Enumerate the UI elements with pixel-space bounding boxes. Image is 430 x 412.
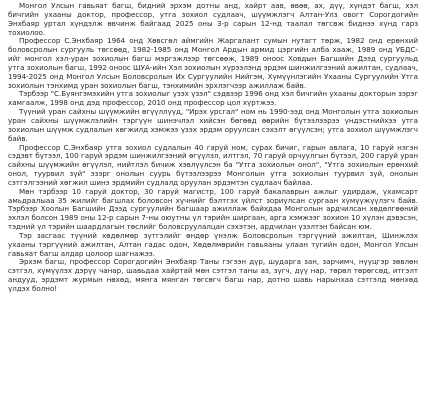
paragraph-opening: Монгол Улсын гавьяат багш, бидний эрхэм дотны анд, хайрт аав, өвөө, ах, дүү, хүндэт багш, хэл бичгийн ухааны доктор, профессор, утга зохиол судлаач, шүүмжлэгч Алтан-Улз овогт Сорогдогийн Энхбаяр уртал хүндэлж өвчинж байгаад 2025 оны 3-р сарын 12-нд таалал төгсөж биднээ хүнд гарз тохиолоо. [8, 1, 418, 37]
paragraph-farewell: Эрхэм багш, профессор Сорогдогийн Энхбаяр Таны гэгээн дүр, шударга зан, зарчимч, нүүцгэр зөвлөн сэтгэл, хүмүүлэх дэрүү чанар, шавьдаа хайртай мөн сэтгэл таны аз, зүгч, дүү нар, төрөл төрөгсөд, итгэлт андууд, эрдэмт журмын нөхөд, мянга мянган төгсөгч багш нар, дотно шавь нарынхаа сэтгэлд мөнхөд үлдэх болно! [8, 257, 418, 293]
paragraph-teaching: Мөн тэрбээр 10 гаруй доктор, 30 гаруй магистр, 100 гаруй бакалаврын ажлыг удирдаж, үхамсарт амьдралыаа 35 жилийг багшлах боловсон хүчнийг бэлтгэх үйлст зориулсан сургаан хүмүүжүүлэгч байв. Тэрбээр Хоолын Багшийн Дээд сургуулийн багшаар ажиллаж байхдаа Монголын ардчилсан хөдөлгөөний эхлэл болсон 1989 оны 12-р сарын 7-ны оюутны үл тэрийн ширгаан, арга хэмжээг зохион 10 хүлэн дэвэсэн, тэдний үл тэрийн шаардлагын төслийг боловсруулалцан сэхэтэн, ардчилан үзэлтэн байсан юм. [8, 186, 418, 232]
paragraph-publications: Профессор С.Энхбаяр утга зохиол судлалын 40 гаруй ном, сурах бичиг, гарын авлага, 10 гаруй нэгэн сэдэвт бүтээл, 100 гаруй эрдэм шинжилгээний өгүүлэл, илтгэл, 70 гаруй орчуулгын бүтээл, 200 гаруй уран сайхны шүүмжийн өгүүлэл, нийтлэл бичиж хэвлүүлсэн ба "Утга зохиолын онол", "Утга зохиолын ерөнхий онол, туурвил зүй" эзэрг онолын суурь бүтээлээрээ Монголын утга зохиолын туурвил зүй, онолын сэтгэлгээний хөгжил шинэ эрдмийн судлалд оруулан эрдэмтэн судлаач байлаа. [8, 142, 418, 187]
paragraph-biography: Профессор С.Энхбаяр 1964 онд Хөвсгөл аймгийн Жаргалант сумын нутагт төрж, 1982 онд ерөнхий боловсролын сургууль төгсөөд, 1982-1985 онд Монгол Ардын армид цэргийн алба хааж, 1989 онд УБДС-ийг монгол хэл-уран зохиолын багш мэргэжлээр төгсөөж, 1989 оноос Ховдын Багшийн Дээд сургуульд утга зохиолын багш, 1992 оноос ШУА-ийн Хэл зохиолын хүрээлэнд эрдэм шинжилгээний ажилтан, судлаач, 1994-2025 онд Монгол Улсын Боловсролын Их Сургуулийн Нийгэм, Хүмүүнлэгийн Ухааны Сургуулийн Утга зохиолын тэнхимд уран зохиолын багш, тэнхимийн эрхлэгчээр ажиллаж байв. [8, 36, 418, 90]
paragraph-awards: Тэр засгаас түүний хөдөлмөр зүтгэлийг өндөр үнэлж Боловсролын тэргүүний ажилтан, Шинжлэх ухааны тэргүүний ажилтан, Алтан гадас одон, Хөдөлмөрийн гавьяаны улаан тугийн одон, Монгол Улсын гавьяат багш алдар цолоор шагнажээ. [8, 230, 418, 258]
paragraph-doctorate: Тэрбээр "С.Буянгэмэхийн утга зохиолыг үзэх үзэл" сэдвээр 1996 онд хэл бичгийн ухааны докторын зэрэг хамгаалж, 1998 онд дэд профессор, 2010 онд профессор цол хүртжээ. [8, 89, 418, 108]
paragraph-criticism: Түүний уран сайхны шүүмжийн өгүүллүүд, "Ирэх урсгал" ном нь 1990-ээд онд Монголын утга зохиолын уран сайхны шүүмжлэлийн тэргүүн шинэчлэл хийсэн бөгөөд өөрийн бүтээлээрээ үндэстнийхээ утга зохиолын шүүмж судлалын хөгжилд хэмжээ үзэх эрдэм оруулсан сэхэлт өгүүлсэн; утга зохиол шүүмжлэгч байв. [8, 107, 418, 143]
